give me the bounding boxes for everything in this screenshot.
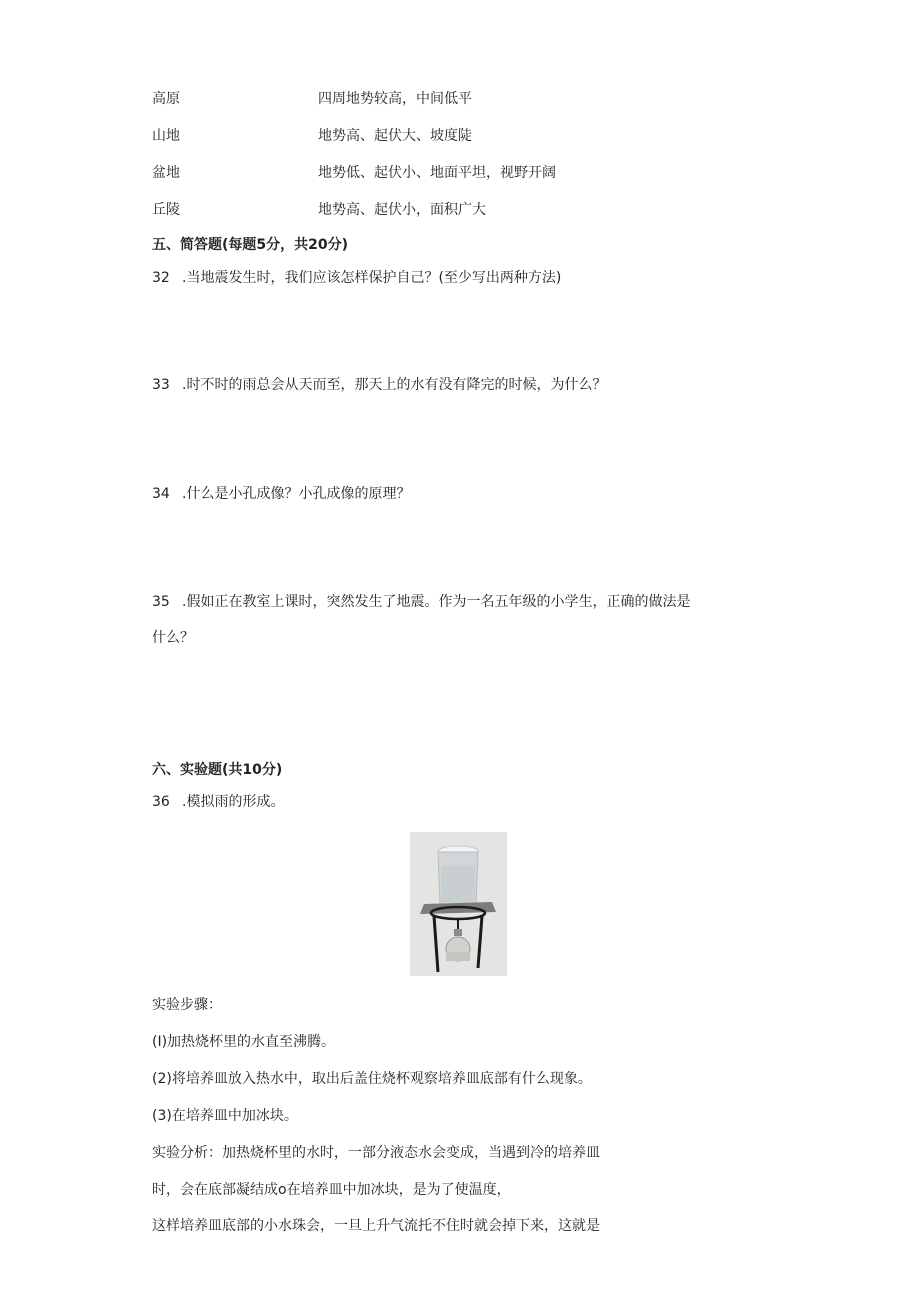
steps-label: 实验步骤： bbox=[152, 997, 222, 1013]
analysis-line-3: 这样培养皿底部的小水珠会，一旦上升气流托不住时就会掉下来，这就是 bbox=[152, 1218, 600, 1234]
section-title-experiment: 六、实验题(共10分) bbox=[152, 762, 283, 778]
question-36 bbox=[152, 792, 284, 812]
desc-basin: 地势低、起伏小、地面平坦，视野开阔 bbox=[318, 165, 556, 181]
question-35-continuation: 什么？ bbox=[152, 630, 194, 646]
question-34 bbox=[152, 484, 410, 504]
question-32 bbox=[152, 268, 561, 288]
experiment-photo bbox=[410, 832, 507, 976]
question-35 bbox=[152, 592, 690, 612]
desc-plateau: 四周地势较高，中间低平 bbox=[318, 91, 472, 107]
question-number: 36 bbox=[152, 794, 170, 810]
analysis-line-2: 时，会在底部凝结成o在培养皿中加冰块，是为了使温度， bbox=[152, 1182, 511, 1198]
question-text: .时不时的雨总会从天而至，那天上的水有没有降完的时候，为什么？ bbox=[182, 377, 607, 393]
step-2: (2)将培养皿放入热水中，取出后盖住烧杯观察培养皿底部有什么现象。 bbox=[152, 1071, 592, 1087]
question-text: .当地震发生时，我们应该怎样保护自己？(至少写出两种方法) bbox=[182, 270, 562, 286]
question-33 bbox=[152, 375, 606, 395]
term-mountain: 山地 bbox=[152, 128, 180, 144]
desc-hills: 地势高、起伏小，面积广大 bbox=[318, 202, 486, 218]
beaker-apparatus-icon bbox=[410, 832, 507, 976]
analysis-line-1: 实验分析：加热烧杯里的水时，一部分液态水会变成，当遇到冷的培养皿 bbox=[152, 1145, 600, 1161]
term-hills: 丘陵 bbox=[152, 202, 180, 218]
section-title-short-answer: 五、简答题(每题5分，共20分) bbox=[152, 237, 349, 253]
question-text: .模拟雨的形成。 bbox=[182, 794, 285, 810]
step-1: (I)加热烧杯里的水直至沸腾。 bbox=[152, 1034, 336, 1050]
term-basin: 盆地 bbox=[152, 165, 180, 181]
question-number: 33 bbox=[152, 377, 170, 393]
question-number: 32 bbox=[152, 270, 170, 286]
term-plateau: 高原 bbox=[152, 91, 180, 107]
question-text: .什么是小孔成像？小孔成像的原理？ bbox=[182, 486, 411, 502]
desc-mountain: 地势高、起伏大、坡度陡 bbox=[318, 128, 472, 144]
question-number: 35 bbox=[152, 594, 170, 610]
question-text: .假如正在教室上课时，突然发生了地震。作为一名五年级的小学生，正确的做法是 bbox=[182, 594, 691, 610]
question-number: 34 bbox=[152, 486, 170, 502]
step-3: (3)在培养皿中加冰块。 bbox=[152, 1108, 298, 1124]
